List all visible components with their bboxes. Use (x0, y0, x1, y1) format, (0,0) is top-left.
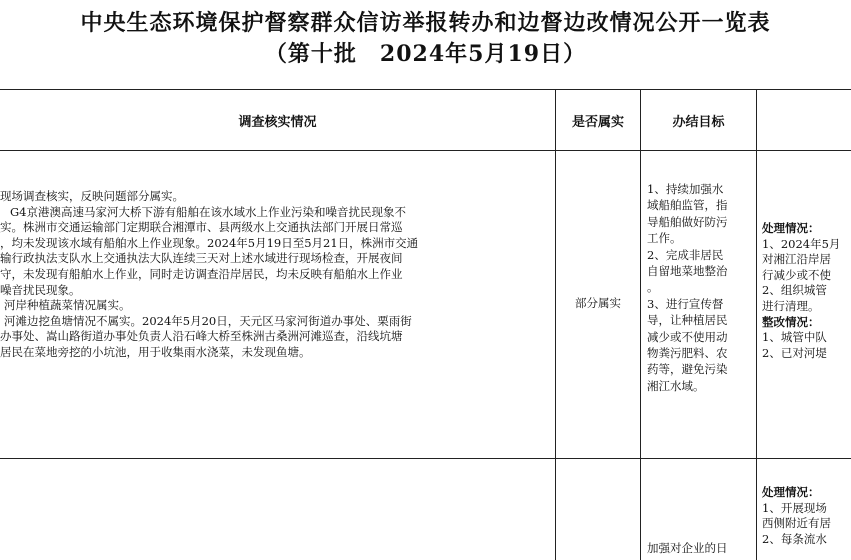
text-line: 。 (647, 280, 659, 295)
text-line: 现场调查核实，反映问题部分属实。 (0, 189, 184, 203)
text-line: 输行政执法支队水上交通执法大队连续三天对上述水域进行现场检查，开展夜间 (0, 251, 403, 266)
text-line: 处理情况： (762, 221, 820, 235)
column-divider (756, 89, 757, 560)
page-title: 中央生态环境保护督察群众信访举报转办和边督边改情况公开一览表 (80, 10, 771, 36)
text-line: 居民在菜地旁挖的小坑池，用于收集雨水浇菜，未发现鱼塘。 (0, 344, 311, 359)
text-line: 2、完成非居民 (647, 247, 724, 262)
text-line: 工作。 (647, 231, 682, 246)
header-is-true: 是否属实 (571, 114, 624, 130)
text-line: 2、组织城管 (762, 283, 827, 298)
text-line: 3、进行宣传督 (647, 296, 724, 311)
column-divider (640, 89, 641, 560)
text-line: 整改情况： (762, 314, 820, 329)
row-divider (0, 458, 851, 459)
text-line: 实。株洲市交通运输部门定期联合湘潭市、县两级水上交通执法部门开展日常巡 (0, 220, 403, 235)
target-text (647, 181, 755, 394)
text-line: 导，让种植居民 (647, 313, 728, 328)
text-line: 自留地菜地整治 (647, 264, 728, 279)
text-line: 行减少或不使 (762, 267, 831, 282)
text-line: 河滩边挖鱼塘情况不属实。2024年5月20日，天元区马家河街道办事处、栗雨街 (4, 313, 412, 328)
text-line: 1、城管中队 (762, 330, 827, 345)
text-line: 导船舶做好防污 (647, 214, 728, 229)
page-subtitle: （第十批 2024年5月19日） (264, 41, 587, 67)
text-line: 1、2024年5月 (762, 236, 841, 251)
text-line: 噪音扰民现象。 (0, 282, 81, 297)
text-line: 办事处、嵩山路街道办事处负责人沿石峰大桥至株洲古桑洲河滩巡查，沿线坑塘 (0, 329, 403, 344)
text-line: 减少或不使用动 (647, 329, 728, 344)
column-divider (555, 89, 556, 560)
text-line: 西侧附近有居 (762, 516, 831, 531)
text-line: 进行清理。 (762, 298, 820, 313)
target-text-row2 (647, 541, 755, 557)
investigation-text (0, 189, 555, 361)
text-line: ，均未发现该水域有船舶水上作业现象。2024年5月19日至5月21日，株洲市交通 (0, 235, 419, 250)
text-line: 域船舶监管，指 (647, 198, 728, 213)
text-line: 对湘江沿岸居 (762, 252, 831, 267)
text-line: 1、开展现场 (762, 500, 827, 515)
text-line: 药等，避免污染 (647, 362, 728, 377)
text-line: 河岸种植蔬菜情况属实。 (4, 298, 131, 313)
text-line: 2、已对河堤 (762, 345, 827, 360)
is-true-value: 部分属实 (575, 296, 621, 310)
text-line: 加强对企业的日 (647, 541, 728, 555)
text-line: 2、每条流水 (762, 531, 827, 546)
header-investigation: 调查核实情况 (238, 114, 317, 130)
text-line: 1、持续加强水 (647, 182, 724, 196)
header-target: 办结目标 (672, 114, 725, 130)
text-line: 物粪污肥料、农 (647, 346, 728, 361)
text-line: 处理情况： (762, 485, 820, 499)
header-bottom-border (0, 150, 851, 151)
text-line: 湘江水域。 (647, 378, 705, 393)
progress-text-row2 (762, 485, 831, 547)
progress-text (762, 221, 840, 361)
text-line: 守，未发现有船舶水上作业，同时走访调查沿岸居民，均未反映有船舶水上作业 (0, 266, 403, 281)
text-line: G4京港澳高速马家河大桥下游有船舶在该水域水上作业污染和噪音扰民现象不 (10, 204, 406, 219)
